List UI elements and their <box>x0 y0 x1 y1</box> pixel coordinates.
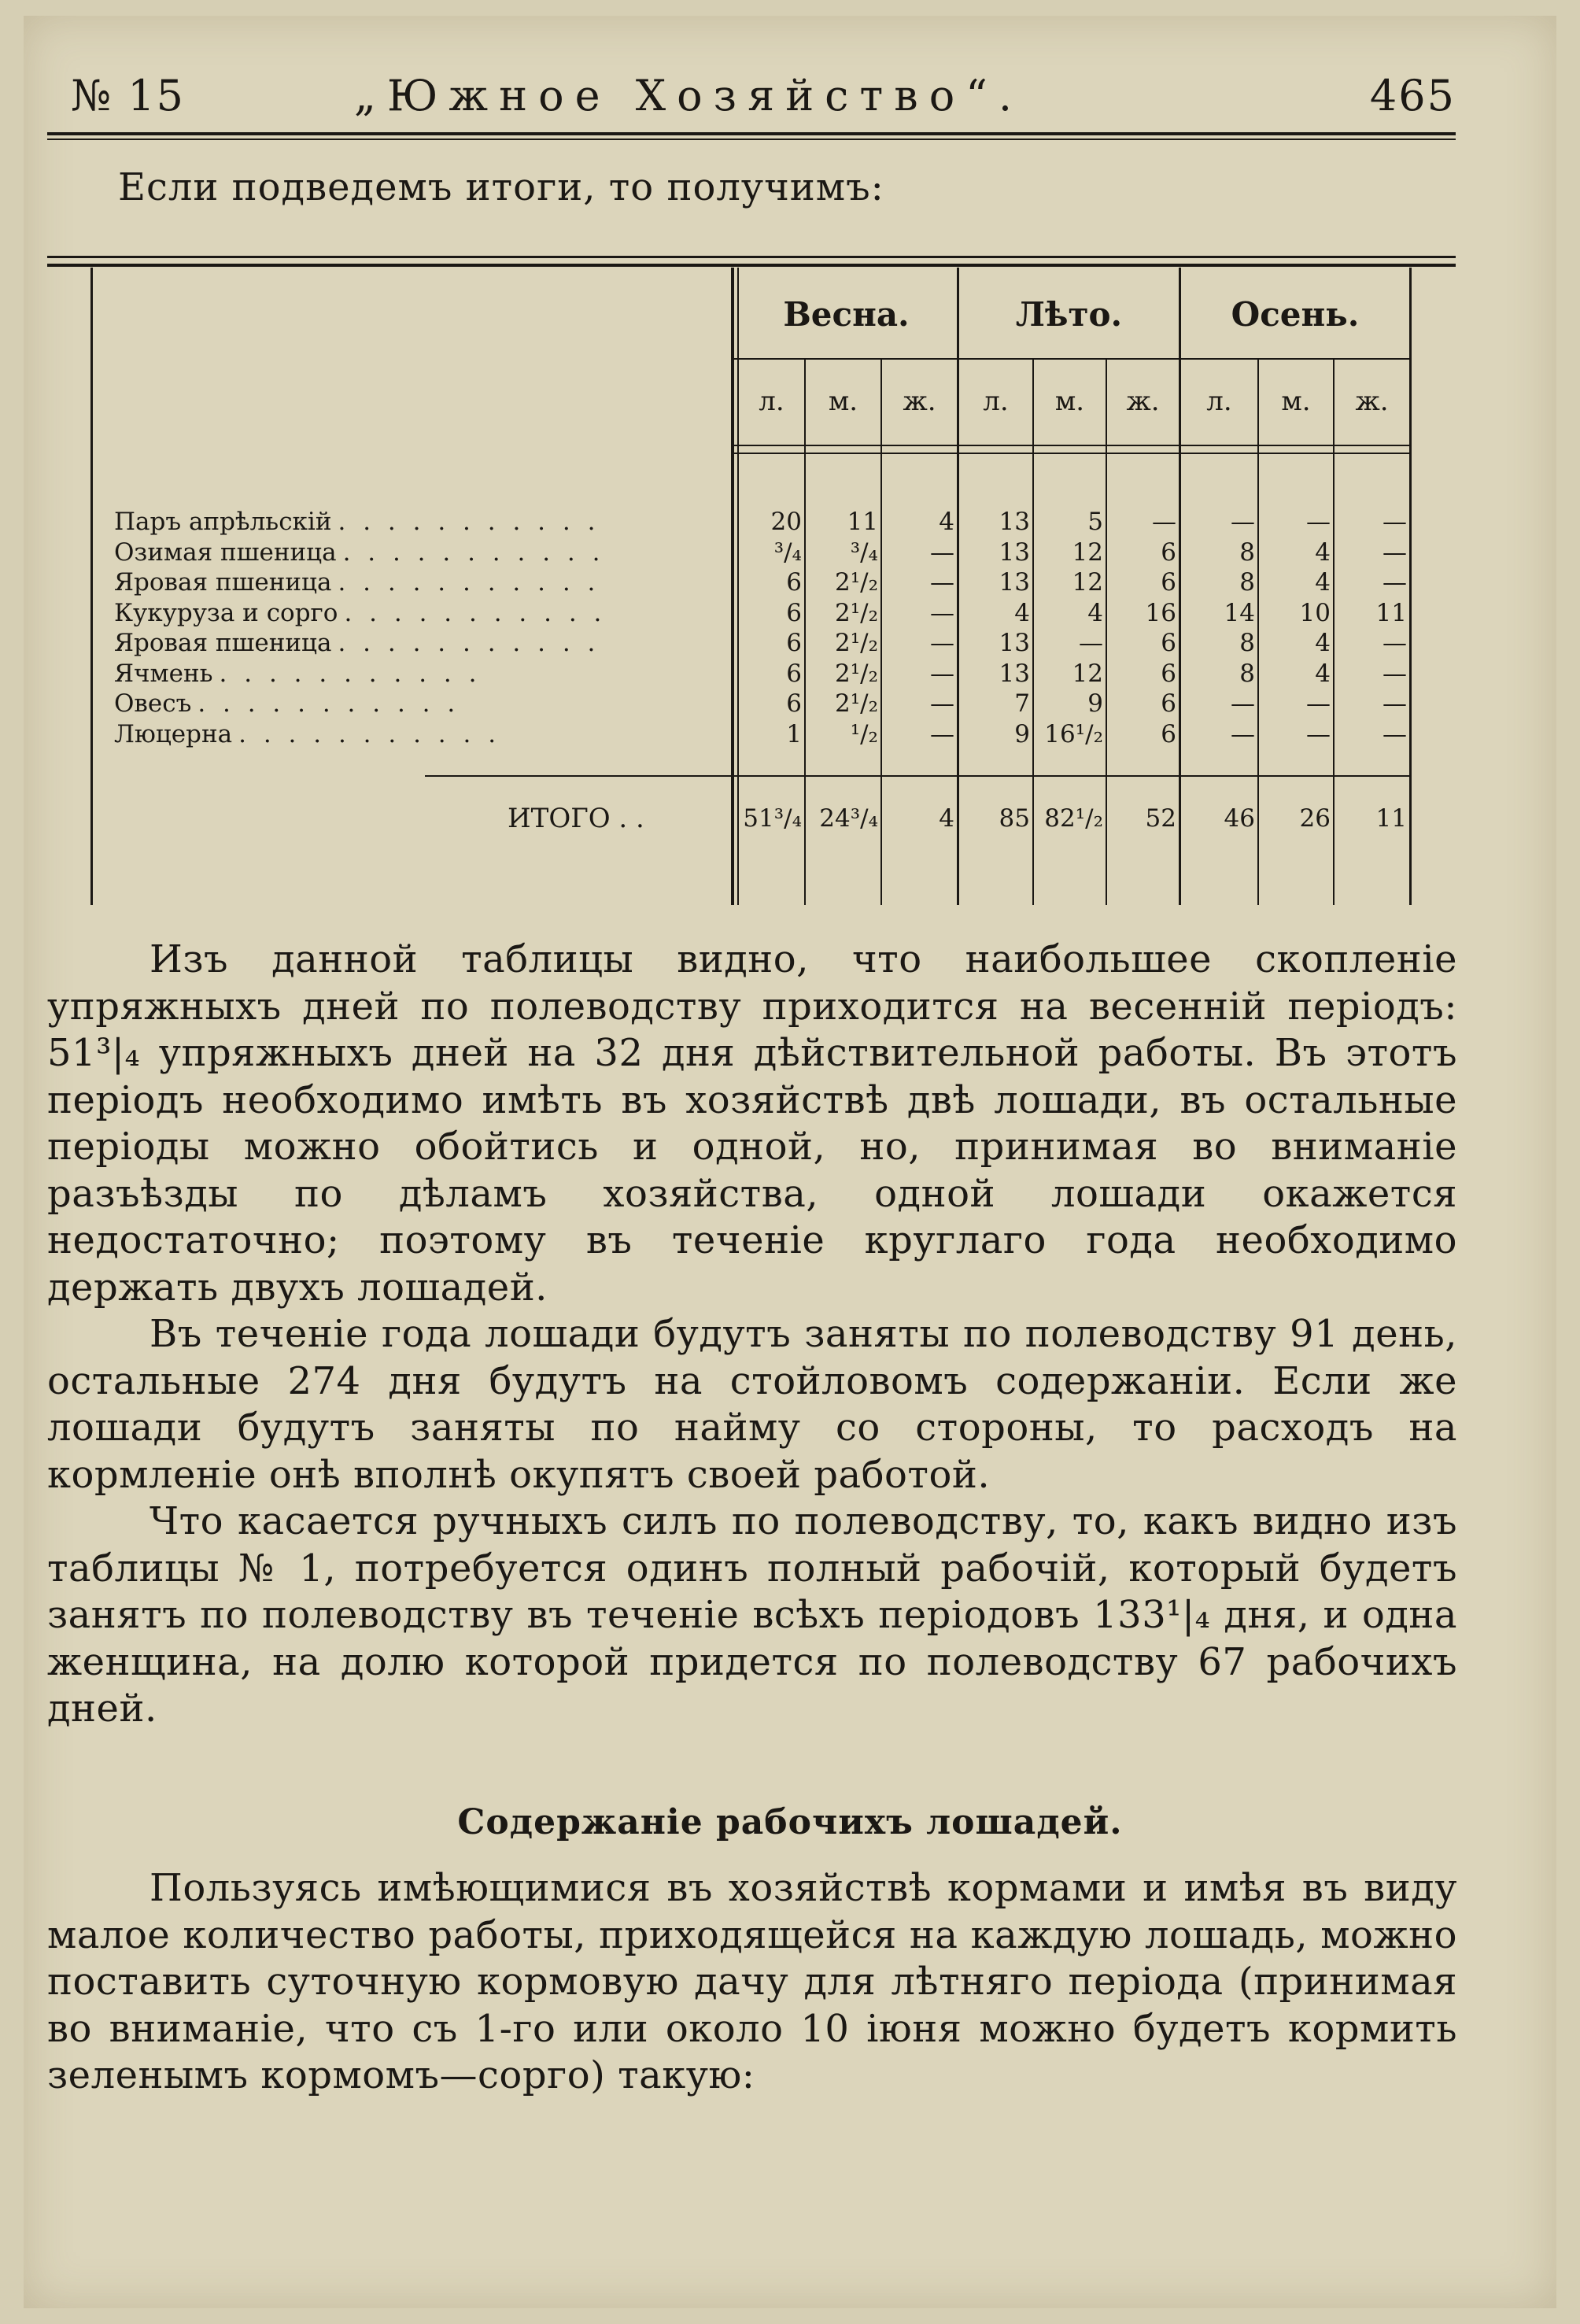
table-cell: 6 <box>1161 629 1176 657</box>
table-cell: 6 <box>786 598 802 627</box>
table-cell: — <box>1382 689 1407 718</box>
table-cell: 4 <box>1315 538 1331 567</box>
table-cell: — <box>930 568 954 597</box>
table-cell: 9 <box>1087 689 1103 718</box>
table-cell: 4 <box>939 508 954 536</box>
sub-header: ж. <box>1126 386 1160 417</box>
page-number: 465 <box>1369 71 1456 120</box>
table-cell: 4 <box>1315 659 1331 688</box>
col-sep-label <box>731 268 734 905</box>
table-cell: 6 <box>786 659 802 688</box>
row-label: Яровая пшеница . . . . . . . . . . . <box>114 629 600 657</box>
sub-header: м. <box>1281 386 1311 417</box>
row-label: Яровая пшеница . . . . . . . . . . . <box>114 568 600 597</box>
intro-text: Если подведемъ итоги, то получимъ: <box>118 165 884 209</box>
table-cell: ³/₄ <box>773 538 802 567</box>
table-left-border <box>90 268 93 905</box>
table-cell: — <box>1382 659 1407 688</box>
table-cell: ³/₄ <box>850 538 878 567</box>
total-label: ИТОГО . . <box>508 803 644 834</box>
sub-header: л. <box>759 386 784 417</box>
total-cell: 51³/₄ <box>743 804 802 833</box>
table-cell: 16 <box>1145 598 1176 627</box>
table-cell: — <box>1382 719 1407 748</box>
table-cell: 6 <box>1161 689 1176 718</box>
table-cell: 11 <box>1375 598 1407 627</box>
table-cell: 2¹/₂ <box>834 659 878 688</box>
total-cell: 85 <box>999 804 1030 833</box>
table-cell: 2¹/₂ <box>834 689 878 718</box>
table-cell: 6 <box>1161 538 1176 567</box>
table-cell: — <box>930 719 954 748</box>
paragraph: Что касается ручныхъ силъ по полеводству, то, какъ видно изъ таблицы № 1, потребуется одинъ полный рабочій, который будетъ занятъ по полеводству въ теченіе всѣхъ періодовъ 133¹|₄ дня, и одна женщина, на долю которой придется по полеводству 67 рабочихъ дней. <box>47 1499 1457 1731</box>
subheader-row-rule-b <box>734 453 1411 454</box>
table-cell: 6 <box>1161 568 1176 597</box>
table-cell: 14 <box>1224 598 1255 627</box>
col-sep-spring <box>957 268 959 905</box>
sub-header: ж. <box>1355 386 1389 417</box>
table-cell: — <box>1231 508 1255 536</box>
table-cell: 1 <box>786 719 802 748</box>
sub-header: ж. <box>903 386 936 417</box>
issue-number: № 15 <box>71 71 185 120</box>
table-cell: 6 <box>786 689 802 718</box>
col-sep <box>880 358 882 905</box>
col-sep-summer <box>1179 268 1181 905</box>
summary-table <box>47 256 1456 909</box>
table-cell: 13 <box>999 629 1030 657</box>
table-cell: — <box>1306 719 1331 748</box>
table-cell: 8 <box>1239 659 1255 688</box>
col-sep-end <box>1409 268 1412 905</box>
table-cell: 10 <box>1299 598 1331 627</box>
season-spring: Весна. <box>783 295 910 334</box>
table-cell: 20 <box>770 508 802 536</box>
row-label: Паръ апрѣльскій . . . . . . . . . . . <box>114 508 600 536</box>
table-cell: 16¹/₂ <box>1044 719 1103 748</box>
table-cell: — <box>1306 689 1331 718</box>
table-cell: 2¹/₂ <box>834 568 878 597</box>
body-text <box>47 937 1457 1733</box>
table-cell: — <box>930 598 954 627</box>
col-sep <box>804 358 806 905</box>
table-cell: — <box>1231 719 1255 748</box>
table-cell: 13 <box>999 659 1030 688</box>
table-cell: 6 <box>1161 659 1176 688</box>
header-rule <box>47 132 1456 135</box>
total-cell: 46 <box>1224 804 1255 833</box>
total-cell: 4 <box>939 804 954 833</box>
table-cell: 11 <box>847 508 878 536</box>
table-cell: 13 <box>999 508 1030 536</box>
sub-header: л. <box>983 386 1009 417</box>
table-cell: 9 <box>1014 719 1030 748</box>
table-cell: 13 <box>999 538 1030 567</box>
table-cell: — <box>1382 629 1407 657</box>
table-cell: 4 <box>1014 598 1030 627</box>
table-cell: 6 <box>1161 719 1176 748</box>
table-cell: 2¹/₂ <box>834 598 878 627</box>
paragraph: Изъ данной таблицы видно, что наибольшее скопленіе упряжныхъ дней по полеводству приходится на весенній періодъ: 51³|₄ упряжныхъ дней на 32 дня дѣйствительной работы. Въ этотъ періодъ необходимо имѣть въ хозяйствѣ двѣ лошади, въ остальные періоды можно обойтись и одной, но, принимая во вниманіе разъѣзды по дѣламъ хозяйства, одной лошади окажется недостаточно; поэтому въ теченіе круглаго года необходимо держать двухъ лошадей. <box>47 937 1457 1310</box>
total-cell: 24³/₄ <box>819 804 878 833</box>
table-cell: 4 <box>1315 568 1331 597</box>
table-cell: — <box>930 659 954 688</box>
table-cell: 12 <box>1072 568 1103 597</box>
total-cell: 82¹/₂ <box>1044 804 1103 833</box>
table-cell: — <box>1079 629 1103 657</box>
table-cell: — <box>1382 538 1407 567</box>
table-cell: — <box>1306 508 1331 536</box>
sub-header: л. <box>1206 386 1232 417</box>
total-cell: 26 <box>1299 804 1331 833</box>
table-cell: 12 <box>1072 659 1103 688</box>
col-sep <box>1106 358 1107 905</box>
header-rule-thin <box>47 139 1456 140</box>
col-sep <box>1032 358 1034 905</box>
sub-header: м. <box>828 386 858 417</box>
table-cell: 13 <box>999 568 1030 597</box>
table-cell: 6 <box>786 629 802 657</box>
table-cell: 4 <box>1315 629 1331 657</box>
paragraph: Пользуясь имѣющимися въ хозяйствѣ кормами и имѣя въ виду малое количество работы, приходящейся на каждую лошадь, можно поставить суточную кормовую дачу для лѣтняго періода (принимая во вниманіе, что съ 1-го или около 10 іюня можно будетъ кормить зеленымъ кормомъ—сорго) такую: <box>47 1866 1457 2097</box>
col-sep <box>1333 358 1335 905</box>
journal-title: „Южное Хозяйство“. <box>354 71 1023 120</box>
table-cell: ¹/₂ <box>850 719 878 748</box>
table-cell: 5 <box>1087 508 1103 536</box>
header-row-rule <box>734 358 1411 360</box>
table-cell: 7 <box>1014 689 1030 718</box>
paragraph: Въ теченіе года лошади будутъ заняты по полеводству 91 день, остальные 274 дня будутъ на стойловомъ содержаніи. Если же лошади будутъ заняты по найму со стороны, то расходъ на кормленіе онѣ вполнѣ окупятъ своей работой. <box>47 1312 1457 1497</box>
body-text-last <box>47 1865 1457 2100</box>
table-cell: — <box>1231 689 1255 718</box>
row-label: Люцерна . . . . . . . . . . . <box>114 719 501 748</box>
row-label: Овесъ . . . . . . . . . . . <box>114 689 460 718</box>
sub-header: м. <box>1054 386 1085 417</box>
table-cell: — <box>930 629 954 657</box>
subheader-row-rule <box>734 445 1411 446</box>
row-label: Ячмень . . . . . . . . . . . <box>114 659 482 688</box>
season-autumn: Осень. <box>1231 295 1360 334</box>
col-sep-label-b <box>737 268 739 905</box>
table-cell: 8 <box>1239 568 1255 597</box>
table-cell: 4 <box>1087 598 1103 627</box>
section-title: Содержаніе рабочихъ лошадей. <box>457 1802 1123 1842</box>
season-summer: Лѣто. <box>1015 295 1123 334</box>
col-sep <box>1257 358 1259 905</box>
table-cell: — <box>930 538 954 567</box>
table-cell: — <box>1382 568 1407 597</box>
total-cell: 52 <box>1145 804 1176 833</box>
table-cell: 6 <box>786 568 802 597</box>
table-cell: — <box>1152 508 1176 536</box>
table-cell: 2¹/₂ <box>834 629 878 657</box>
row-label: Озимая пшеница . . . . . . . . . . . <box>114 538 605 567</box>
page-header <box>71 71 1456 134</box>
table-cell: 12 <box>1072 538 1103 567</box>
table-cell: — <box>1382 508 1407 536</box>
table-cell: — <box>930 689 954 718</box>
row-label: Кукуруза и сорго . . . . . . . . . . . <box>114 598 607 627</box>
total-rule <box>425 775 1411 777</box>
table-cell: 8 <box>1239 629 1255 657</box>
table-cell: 8 <box>1239 538 1255 567</box>
total-cell: 11 <box>1375 804 1407 833</box>
